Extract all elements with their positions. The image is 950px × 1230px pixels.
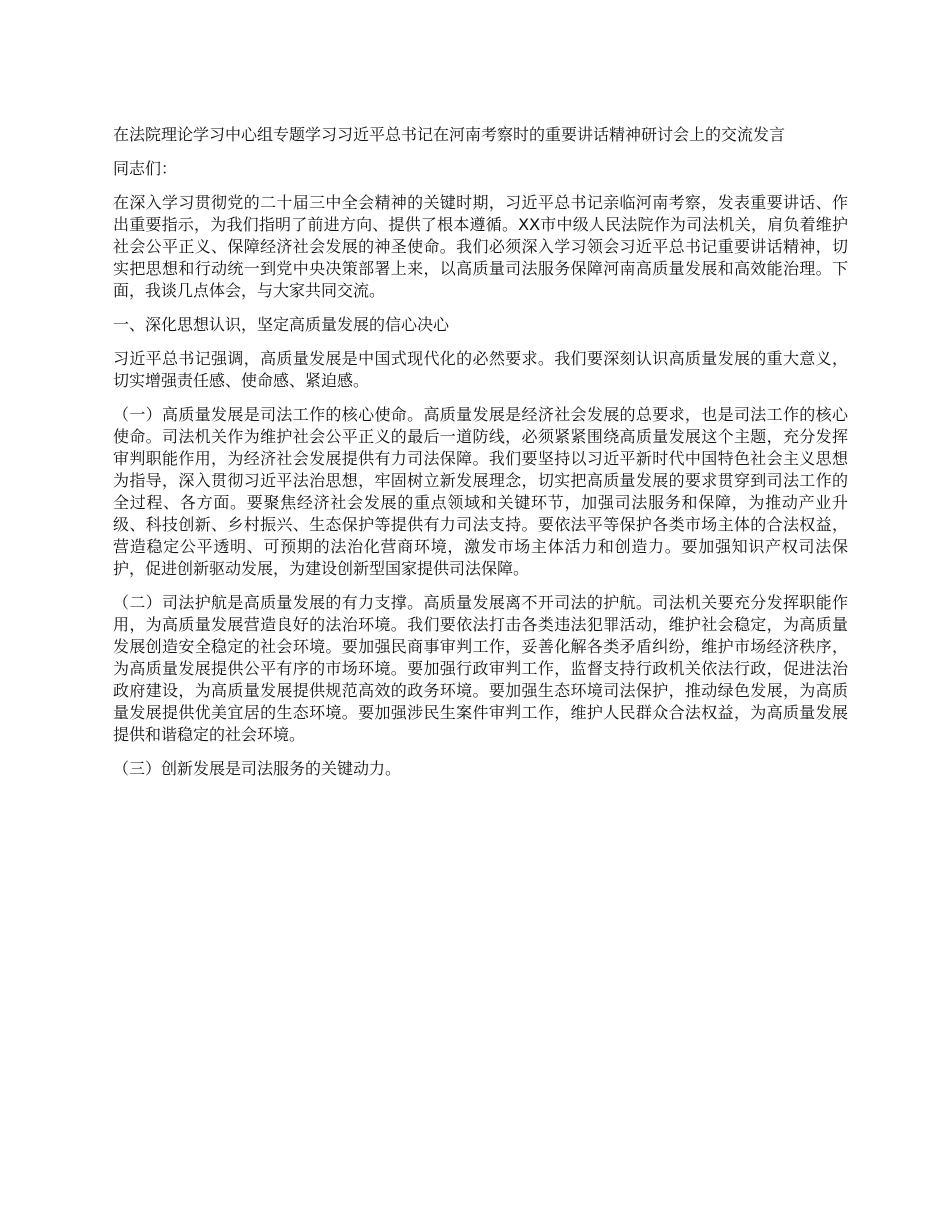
document-body <box>113 124 848 792</box>
greeting: 同志们： <box>113 159 178 178</box>
section-heading-1: 一、深化思想认识，坚定高质量发展的信心决心 <box>113 315 450 334</box>
document-title: 在法院理论学习中心组专题学习习近平总书记在河南考察时的重要讲话精神研讨会上的交流发言 <box>113 125 786 144</box>
intro-paragraph: 在深入学习贯彻党的二十届三中全会精神的关键时期，习近平总书记亲临河南考察，发表重要讲话、作出重要指示，为我们指明了前进方向、提供了根本遵循。XX市中级人民法院作为司法机关，肩负着维护社会公平正义、保障经济社会发展的神圣使命。我们必须深入学习领会习近平总书记重要讲话精神，切实把思想和行动统一到党中央决策部署上来，以高质量司法服务保障河南高质量发展和高效能治理。下面，我谈几点体会，与大家共同交流。 <box>113 193 848 300</box>
point-2-paragraph: （二）司法护航是高质量发展的有力支撑。高质量发展离不开司法的护航。司法机关要充分发挥职能作用，为高质量发展营造良好的法治环境。我们要依法打击各类违法犯罪活动，维护社会稳定，为高质量发展创造安全稳定的社会环境。要加强民商事审判工作，妥善化解各类矛盾纠纷，维护市场经济秩序，为高质量发展提供公平有序的市场环境。要加强行政审判工作，监督支持行政机关依法行政，促进法治政府建设，为高质量发展提供规范高效的政务环境。要加强生态环境司法保护，推动绿色发展，为高质量发展提供优美宜居的生态环境。要加强涉民生案件审判工作，维护人民群众合法权益，为高质量发展提供和谐稳定的社会环境。 <box>113 593 848 744</box>
point-3-paragraph: （三）创新发展是司法服务的关键动力。 <box>113 759 402 778</box>
section-intro-paragraph: 习近平总书记强调，高质量发展是中国式现代化的必然要求。我们要深刻认识高质量发展的重大意义，切实增强责任感、使命感、紧迫感。 <box>113 349 848 390</box>
point-1-paragraph: （一）高质量发展是司法工作的核心使命。高质量发展是经济社会发展的总要求，也是司法工作的核心使命。司法机关作为维护社会公平正义的最后一道防线，必须紧紧围绕高质量发展这个主题，充分发挥审判职能作用，为经济社会发展提供有力司法保障。我们要坚持以习近平新时代中国特色社会主义思想为指导，深入贯彻习近平法治思想，牢固树立新发展理念，切实把高质量发展的要求贯穿到司法工作的全过程、各方面。要聚焦经济社会发展的重点领域和关键环节，加强司法服务和保障，为推动产业升级、科技创新、乡村振兴、生态保护等提供有力司法支持。要依法平等保护各类市场主体的合法权益，营造稳定公平透明、可预期的法治化营商环境，激发市场主体活力和创造力。要加强知识产权司法保护，促进创新驱动发展，为建设创新型国家提供司法保障。 <box>113 405 848 578</box>
